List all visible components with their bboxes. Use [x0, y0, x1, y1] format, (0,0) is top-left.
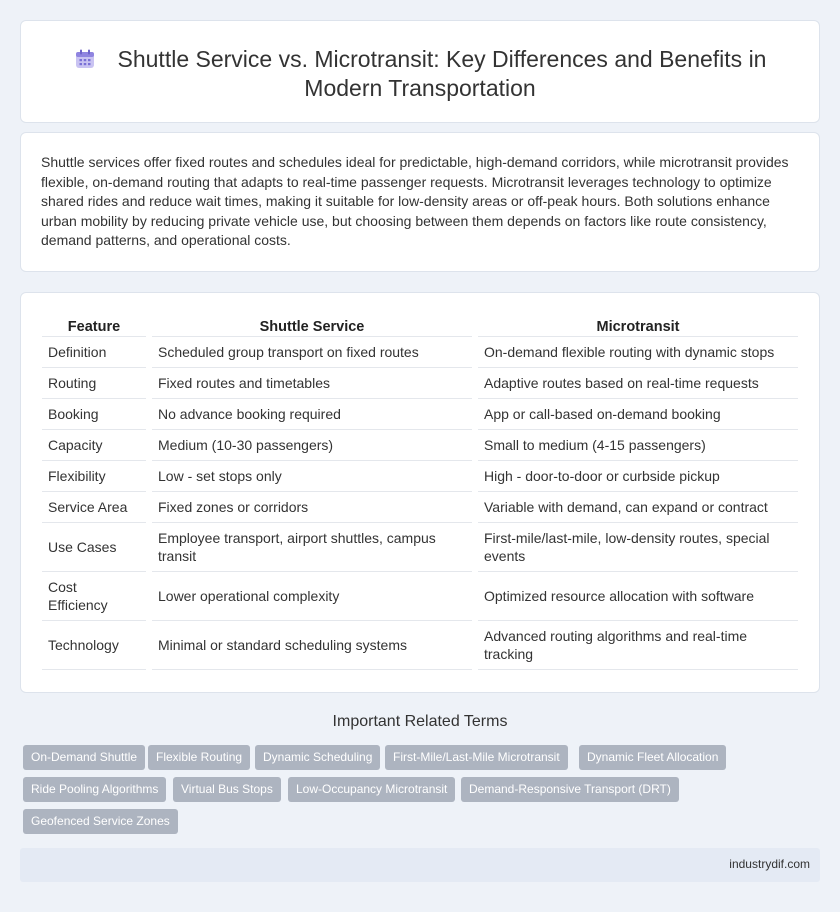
related-term-tag[interactable]: Flexible Routing [148, 745, 250, 770]
microtransit-cell: Small to medium (4-15 passengers) [478, 430, 798, 461]
comparison-card [20, 292, 820, 693]
microtransit-cell: Adaptive routes based on real-time requests [478, 368, 798, 399]
table-row [42, 461, 798, 492]
related-term-tag[interactable]: Dynamic Scheduling [255, 745, 380, 770]
related-term-tag[interactable]: Dynamic Fleet Allocation [579, 745, 726, 770]
footer-site-link[interactable]: industrydif.com [729, 857, 810, 871]
table-row [42, 621, 798, 670]
related-term-tag[interactable]: Geofenced Service Zones [23, 809, 178, 834]
table-row [42, 523, 798, 572]
header-microtransit: Microtransit [478, 313, 798, 337]
shuttle-cell: Minimal or standard scheduling systems [152, 621, 472, 670]
feature-cell: Booking [42, 399, 146, 430]
microtransit-cell: Optimized resource allocation with software [478, 572, 798, 621]
feature-cell: Service Area [42, 492, 146, 523]
microtransit-cell: Advanced routing algorithms and real-time tracking [478, 621, 798, 670]
header-shuttle-service: Shuttle Service [152, 313, 472, 337]
table-row [42, 430, 798, 461]
table-row [42, 368, 798, 399]
title-card [20, 20, 820, 123]
shuttle-cell: Low - set stops only [152, 461, 472, 492]
related-term-tag[interactable]: On-Demand Shuttle [23, 745, 145, 770]
table-row [42, 492, 798, 523]
intro-card [20, 132, 820, 272]
shuttle-cell: Employee transport, airport shuttles, campus transit [152, 523, 472, 572]
table-row [42, 572, 798, 621]
shuttle-cell: Fixed routes and timetables [152, 368, 472, 399]
related-term-tag[interactable]: First-Mile/Last-Mile Microtransit [385, 745, 568, 770]
related-term-tag[interactable]: Low-Occupancy Microtransit [288, 777, 455, 802]
comparison-table [36, 313, 804, 670]
calendar-icon [74, 48, 96, 70]
feature-cell: Technology [42, 621, 146, 670]
feature-cell: Flexibility [42, 461, 146, 492]
shuttle-cell: No advance booking required [152, 399, 472, 430]
related-term-tag[interactable]: Demand-Responsive Transport (DRT) [461, 777, 679, 802]
table-row [42, 337, 798, 368]
page-title [50, 45, 790, 103]
related-term-tag[interactable]: Ride Pooling Algorithms [23, 777, 166, 802]
intro-paragraph: Shuttle services offer fixed routes and schedules ideal for predictable, high-demand corridors, while microtransit provides flexible, on-demand routing that adapts to real-time passenger requests. Microtransit leverages technology to optimize shared rides and reduce wait times, making it suitable for low-density areas or off-peak hours. Both solutions enhance urban mobility by reducing private vehicle use, but choosing between them depends on factors like route consistency, demand patterns, and operational costs. [41, 154, 789, 249]
page-title-text: Shuttle Service vs. Microtransit: Key Differences and Benefits in Modern Transportation [117, 46, 767, 101]
microtransit-cell: High - door-to-door or curbside pickup [478, 461, 798, 492]
feature-cell: Capacity [42, 430, 146, 461]
microtransit-cell: App or call-based on-demand booking [478, 399, 798, 430]
related-term-tag[interactable]: Virtual Bus Stops [173, 777, 281, 802]
feature-cell: Cost Efficiency [42, 572, 146, 621]
feature-cell: Routing [42, 368, 146, 399]
header-feature: Feature [42, 313, 146, 337]
microtransit-cell: On-demand flexible routing with dynamic stops [478, 337, 798, 368]
table-row [42, 399, 798, 430]
shuttle-cell: Fixed zones or corridors [152, 492, 472, 523]
microtransit-cell: First-mile/last-mile, low-density routes, special events [478, 523, 798, 572]
microtransit-cell: Variable with demand, can expand or contract [478, 492, 798, 523]
related-terms-heading: Important Related Terms [332, 713, 508, 730]
shuttle-cell: Scheduled group transport on fixed routes [152, 337, 472, 368]
feature-cell: Use Cases [42, 523, 146, 572]
shuttle-cell: Lower operational complexity [152, 572, 472, 621]
feature-cell: Definition [42, 337, 146, 368]
footer [20, 848, 820, 882]
shuttle-cell: Medium (10-30 passengers) [152, 430, 472, 461]
table-header-row [42, 313, 798, 337]
